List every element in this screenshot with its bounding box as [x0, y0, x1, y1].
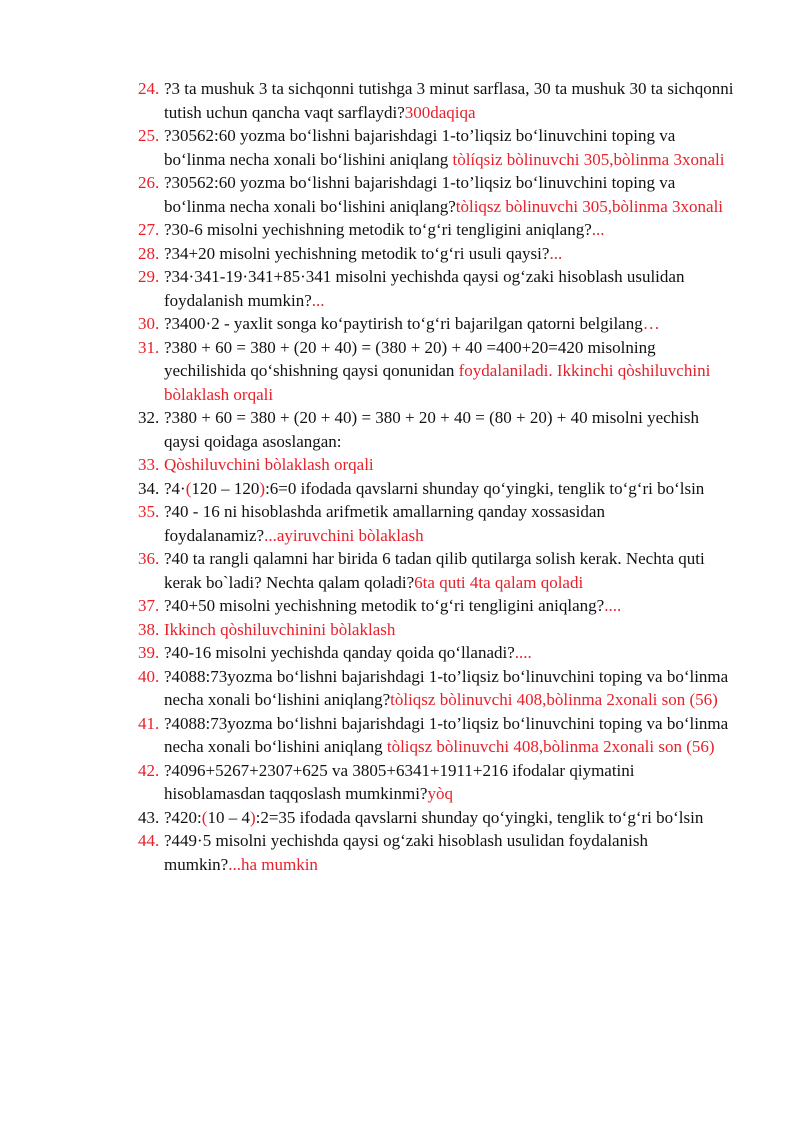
item-number: 44.: [138, 831, 160, 850]
question-text: ?30562:60 yozma bo‘lishni bajarishdagi 1-to’liqsiz bo‘linuvchini toping va bo‘linma necha xonali bo‘lishini aniqlang: [164, 126, 676, 169]
question-item: [138, 218, 738, 242]
item-number: 43.: [138, 807, 160, 827]
question-item: [138, 712, 738, 759]
question-text: 10 – 4: [207, 807, 250, 827]
answer-text: Qòshiluvchini bòlaklash orqali: [164, 455, 374, 474]
answer-text: tòliqsz bòlinuvchi 408,bòlinma 2xonali son (56): [390, 690, 718, 709]
question-item: [138, 618, 738, 642]
item-number: 29.: [138, 267, 160, 286]
item-number: 34.: [138, 478, 160, 498]
question-item: [138, 171, 738, 218]
question-text: :2=35 ifodada qavslarni shunday qo‘yingki, tenglik to‘g‘ri bo‘lsin: [255, 807, 704, 827]
question-item: [138, 594, 738, 618]
answer-text: ....: [514, 643, 532, 662]
question-text: ?40 - 16 ni hisoblashda arifmetik amallarning qanday xossasidan foydalanamiz?: [164, 502, 605, 545]
item-number: 42.: [138, 760, 160, 780]
item-number: 37.: [138, 596, 160, 615]
answer-text: (: [201, 807, 208, 827]
question-text: ?30562:60 yozma bo‘lishni bajarishdagi 1-to’liqsiz bo‘linuvchini toping va bo‘linma necha xonali bo‘lishini aniqlang?: [164, 173, 676, 216]
question-text: ?449·5 misolni yechishda qaysi og‘zaki hisoblash usulidan foydalanish mumkin?: [164, 831, 648, 874]
answer-text: yòq: [427, 784, 453, 803]
question-text: ?40-16 misolni yechishda qanday qoida qo‘llanadi?: [164, 643, 515, 662]
question-text: ?4·: [164, 478, 186, 498]
item-number: 27.: [138, 220, 160, 239]
question-text: ?34+20 misolni yechishning metodik to‘g‘ri usuli qaysi?: [164, 243, 550, 263]
item-number: 40.: [138, 666, 160, 686]
question-text: ?380 + 60 = 380 + (20 + 40) = 380 + 20 + 40 = (80 + 20) + 40 misolni yechish qaysi qoidaga asoslangan:: [164, 408, 700, 451]
question-text: ?34·341-19·341+85·341 misolni yechishda qaysi og‘zaki hisoblash usulidan foydalanish mumkin?: [164, 267, 685, 310]
question-text: ?40 ta rangli qalamni har birida 6 tadan qilib qutilarga solish kerak. Nechta quti kerak bo`ladi? Nechta qalam qoladi?: [164, 549, 705, 592]
item-number: 25.: [138, 126, 160, 145]
question-text: ?3 ta mushuk 3 ta sichqonni tutishga 3 minut sarflasa, 30 ta mushuk 30 ta sichqonni tutish uchun qancha vaqt sarflaydi?: [164, 79, 734, 122]
item-number: 28.: [138, 243, 160, 263]
answer-text: tòliqsz bòlinuvchi 408,bòlinma 2xonali son (56): [386, 737, 715, 756]
item-number: 39.: [138, 643, 160, 662]
question-item: [138, 406, 738, 453]
item-number: 38.: [138, 619, 160, 639]
answer-text: ...ayiruvchini bòlaklash: [264, 525, 424, 545]
question-list: [138, 77, 738, 876]
question-item: [138, 500, 738, 547]
question-text: :6=0 ifodada qavslarni shunday qo‘yingki, tenglik to‘g‘ri bo‘lsin: [265, 478, 705, 498]
item-number: 33.: [138, 455, 160, 474]
question-text: ?380 + 60 = 380 + (20 + 40) = (380 + 20) + 40 =400+20=420 misolning yechilishida qo‘shishning qaysi qonunidan: [164, 337, 656, 380]
answer-text: (: [185, 478, 192, 498]
question-item: [138, 547, 738, 594]
question-item: [138, 312, 738, 336]
question-item: [138, 829, 738, 876]
answer-text: ...: [311, 290, 325, 310]
answer-text: ...ha mumkin: [228, 854, 318, 874]
item-number: 36.: [138, 549, 160, 568]
question-item: [138, 806, 738, 830]
question-item: [138, 759, 738, 806]
question-text: ?420:: [164, 807, 202, 827]
question-item: [138, 124, 738, 171]
item-number: 41.: [138, 713, 160, 733]
item-number: 32.: [138, 408, 160, 427]
question-text: ?40+50 misolni yechishning metodik to‘g‘ri tengligini aniqlang?: [164, 596, 605, 615]
answer-text: foydalaniladi. Ikkinchi qòshiluvchini bòlaklash orqali: [164, 361, 711, 404]
item-number: 30.: [138, 314, 160, 333]
question-item: [138, 453, 738, 477]
answer-text: Ikkinch qòshiluvchinini bòlaklash: [164, 619, 396, 639]
answer-text: ....: [604, 596, 622, 615]
question-text: ?4096+5267+2307+625 va 3805+6341+1911+216 ifodalar qiymatini hisoblamasdan taqqoslash mumkinmi?: [164, 760, 635, 803]
question-item: [138, 242, 738, 266]
question-text: 120 – 120: [191, 478, 260, 498]
question-text: ?3400·2 - yaxlit songa ko‘paytirish to‘g‘ri bajarilgan qatorni belgilang: [164, 314, 643, 333]
answer-text: tòlíqsiz bòlinuvchi 305,bòlinma 3xonali: [452, 149, 725, 169]
question-text: ?30-6 misolni yechishning metodik to‘g‘ri tengligini aniqlang?: [164, 220, 592, 239]
question-item: [138, 641, 738, 665]
question-item: [138, 77, 738, 124]
item-number: 35.: [138, 502, 160, 521]
answer-text: …: [642, 314, 660, 333]
question-text: ?4088:73yozma bo‘lishni bajarishdagi 1-to’liqsiz bo‘linuvchini toping va bo‘linma necha xonali bo‘lishini aniqlang: [164, 713, 729, 756]
question-text: ?4088:73yozma bo‘lishni bajarishdagi 1-to’liqsiz bo‘linuvchini toping va bo‘linma necha xonali bo‘lishini aniqlang?: [164, 666, 729, 709]
answer-text: 6ta quti 4ta qalam qoladi: [414, 572, 584, 592]
question-item: [138, 336, 738, 407]
question-item: [138, 665, 738, 712]
item-number: 26.: [138, 173, 160, 192]
answer-text: ...: [549, 243, 563, 263]
question-item: [138, 265, 738, 312]
item-number: 24.: [138, 79, 160, 98]
answer-text: ): [259, 478, 266, 498]
answer-text: ): [249, 807, 256, 827]
question-item: [138, 477, 738, 501]
answer-text: ...: [591, 220, 605, 239]
answer-text: tòliqsz bòlinuvchi 305,bòlinma 3xonali: [455, 196, 724, 216]
item-number: 31.: [138, 337, 160, 357]
answer-text: 300daqiqa: [404, 102, 476, 122]
